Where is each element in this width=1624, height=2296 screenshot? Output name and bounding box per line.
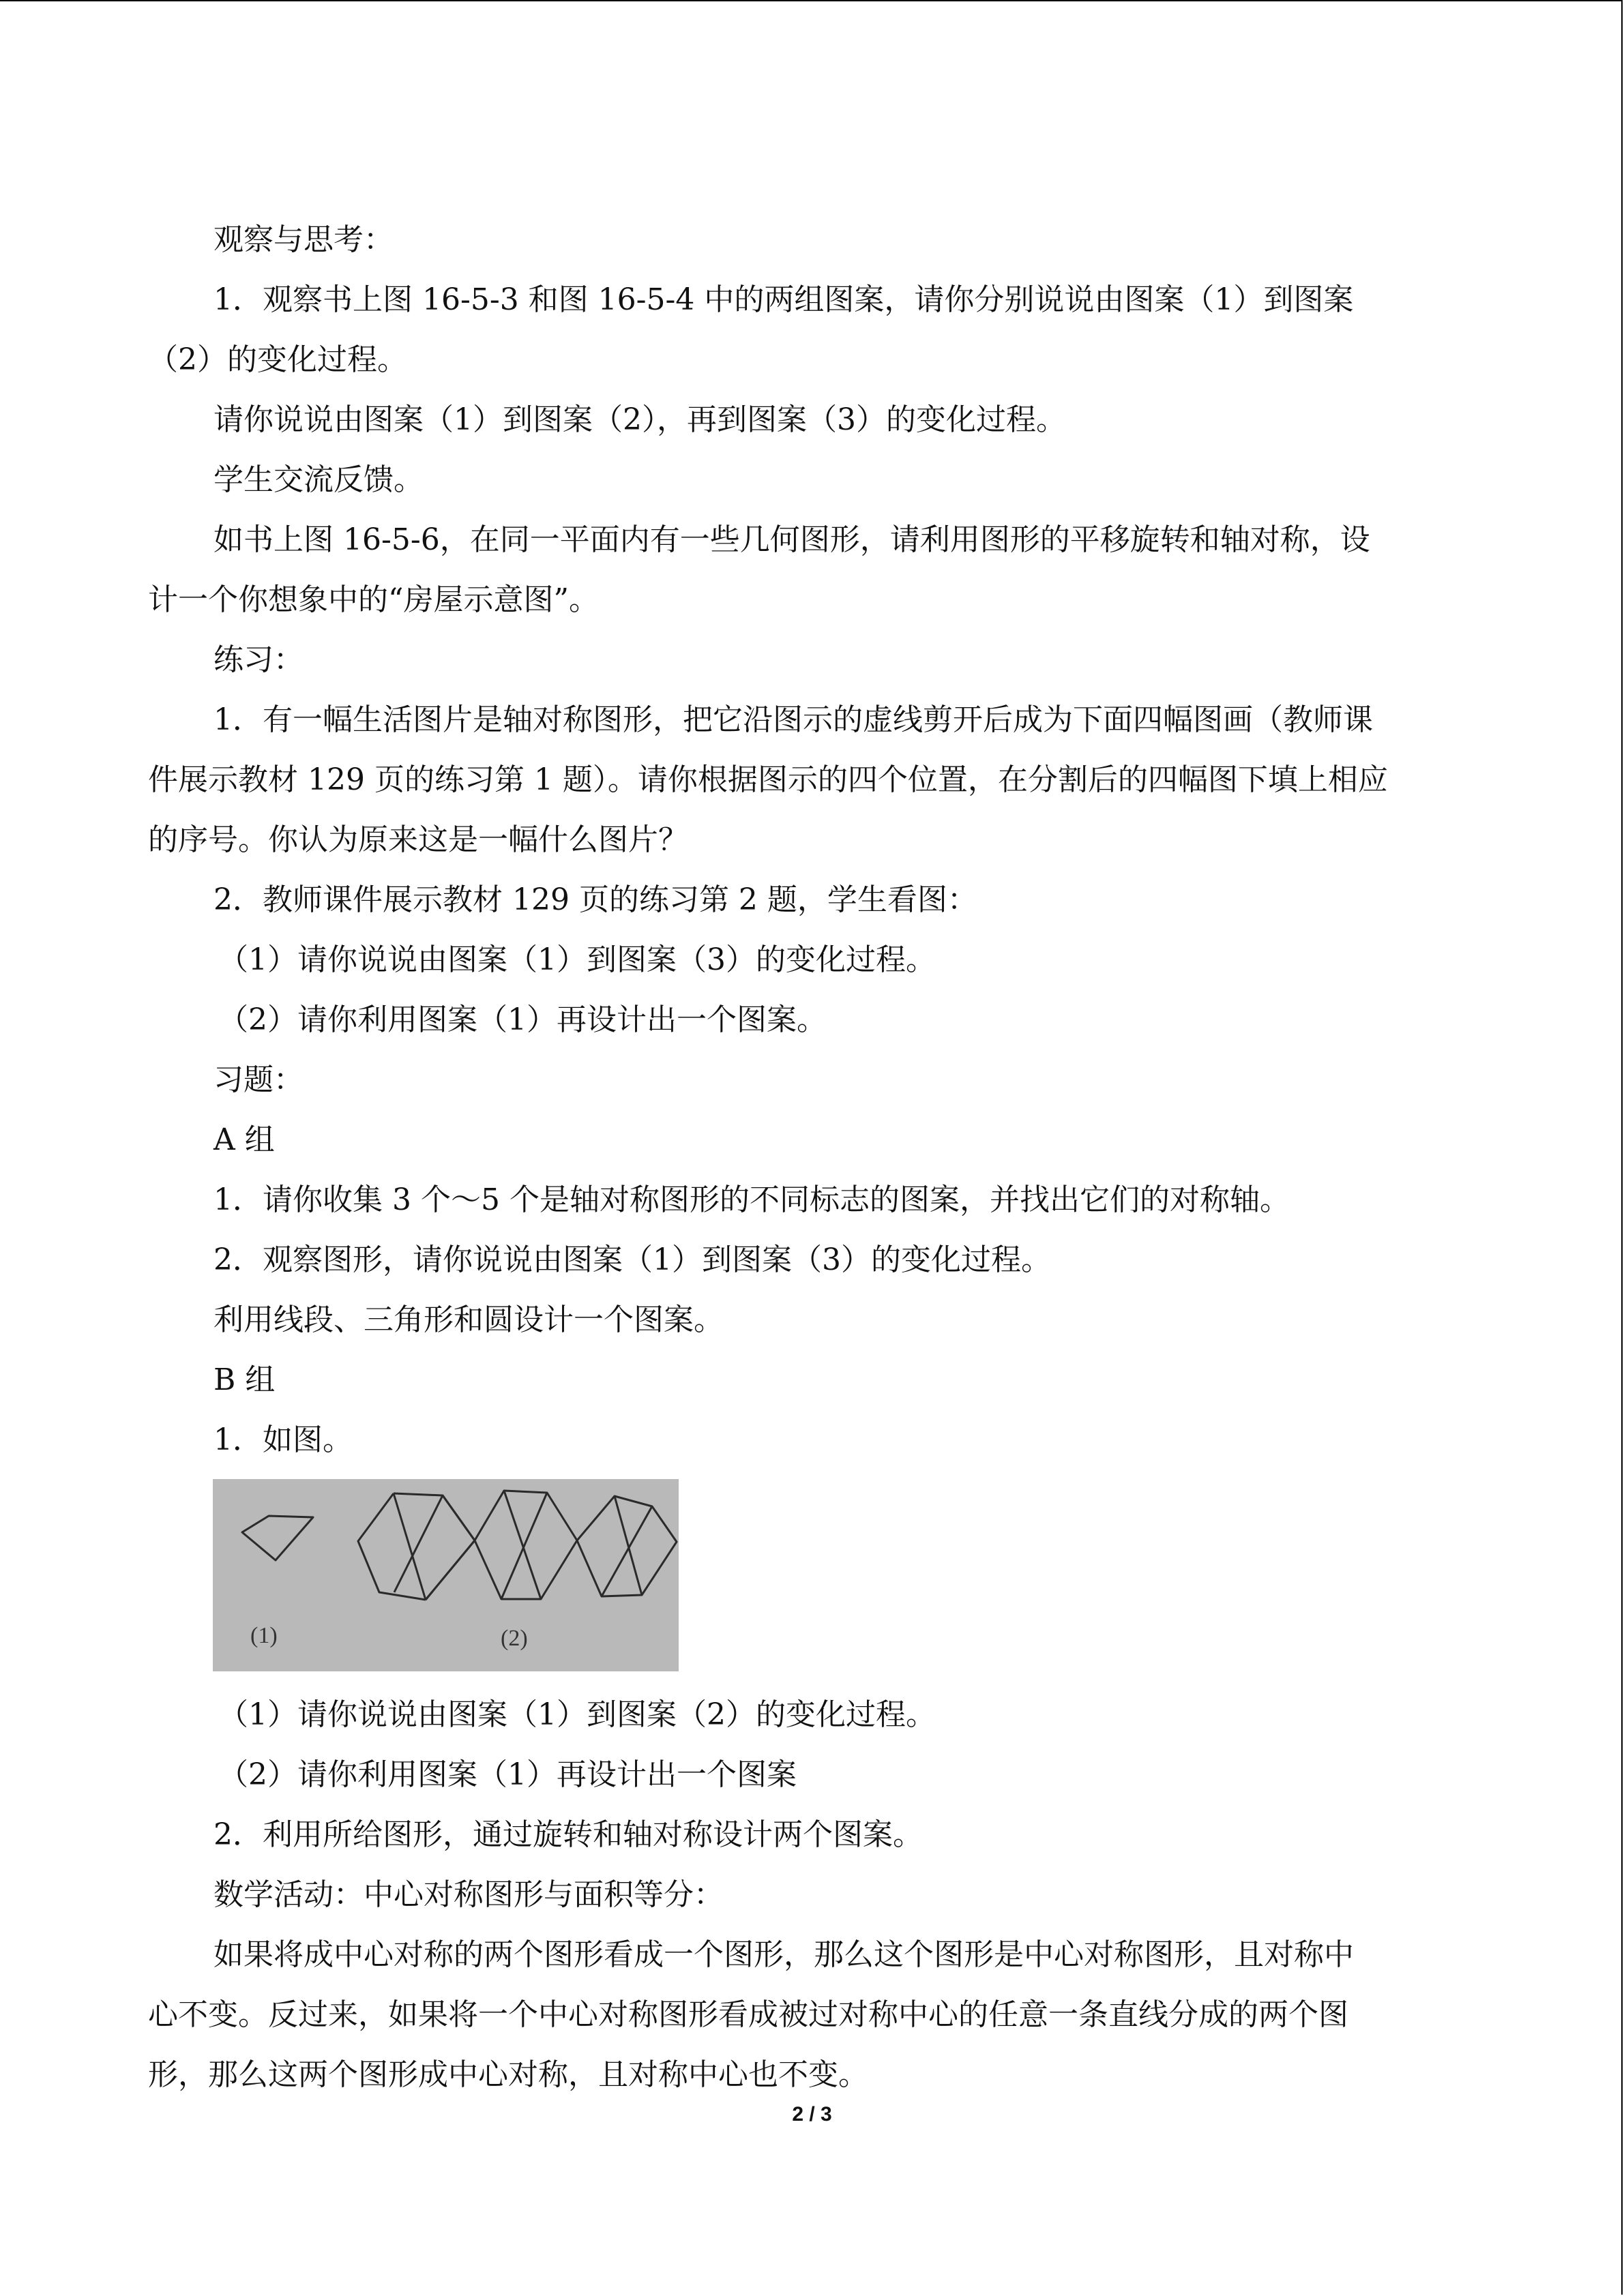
group-heading-a: A 组 <box>213 1122 275 1157</box>
sub-question: （1）请你说说由图案（1）到图案（3）的变化过程。 <box>218 942 936 977</box>
section-heading-activity: 数学活动：中心对称图形与面积等分： <box>213 1877 724 1912</box>
sub-question: （2）请你利用图案（1）再设计出一个图案。 <box>218 1002 827 1037</box>
page-number: 2 / 3 <box>792 2103 832 2126</box>
sub-question: （2）请你利用图案（1）再设计出一个图案 <box>218 1757 797 1792</box>
group-heading-b: B 组 <box>213 1362 276 1397</box>
tessellation-pattern <box>358 1491 677 1600</box>
paragraph: 如书上图 16-5-6，在同一平面内有一些几何图形，请利用图形的平移旋转和轴对称，设 <box>213 522 1370 557</box>
paragraph: 2．观察图形，请你说说由图案（1）到图案（3）的变化过程。 <box>213 1242 1051 1277</box>
paragraph: 心不变。反过来，如果将一个中心对称图形看成被过对称中心的任意一条直线分成的两个图 <box>148 1997 1348 2032</box>
paragraph: 形，那么这两个图形成中心对称，且对称中心也不变。 <box>148 2057 868 2092</box>
paragraph: 1．如图。 <box>213 1422 353 1457</box>
paragraph: 件展示教材 129 页的练习第 1 题）。请你根据图示的四个位置，在分割后的四幅图下填上相应 <box>148 762 1388 797</box>
figure-label-2: (2) <box>501 1626 528 1651</box>
paragraph: 利用线段、三角形和圆设计一个图案。 <box>213 1302 724 1337</box>
section-heading-observe: 观察与思考： <box>213 222 394 257</box>
paragraph: （2）的变化过程。 <box>148 342 407 377</box>
document-body <box>148 210 1478 2105</box>
paragraph: 的序号。你认为原来这是一幅什么图片？ <box>148 822 688 857</box>
paragraph: 2．利用所给图形，通过旋转和轴对称设计两个图案。 <box>213 1817 923 1852</box>
paragraph: 1．有一幅生活图片是轴对称图形，把它沿图示的虚线剪开后成为下面四幅图画（教师课 <box>213 702 1373 737</box>
paragraph: 2．教师课件展示教材 129 页的练习第 2 题，学生看图： <box>213 882 977 917</box>
sub-question: （1）请你说说由图案（1）到图案（2）的变化过程。 <box>218 1697 936 1732</box>
section-heading-practice: 练习： <box>213 642 304 677</box>
paragraph: 如果将成中心对称的两个图形看成一个图形，那么这个图形是中心对称图形，且对称中 <box>213 1937 1354 1972</box>
pattern-figure-svg <box>213 1479 679 1671</box>
figure-label-1: (1) <box>250 1623 278 1648</box>
pattern-figure <box>213 1479 679 1671</box>
paragraph: 计一个你想象中的“房屋示意图”。 <box>148 582 599 617</box>
quadrilateral-shape <box>242 1516 313 1560</box>
paragraph: 1．观察书上图 16-5-3 和图 16-5-4 中的两组图案，请你分别说说由图案（1）到图案 <box>213 282 1354 317</box>
paragraph: 学生交流反馈。 <box>213 462 424 497</box>
paragraph: 1．请你收集 3 个～5 个是轴对称图形的不同标志的图案，并找出它们的对称轴。 <box>213 1182 1290 1217</box>
paragraph: 请你说说由图案（1）到图案（2），再到图案（3）的变化过程。 <box>213 402 1066 437</box>
section-heading-exercises: 习题： <box>213 1062 304 1097</box>
